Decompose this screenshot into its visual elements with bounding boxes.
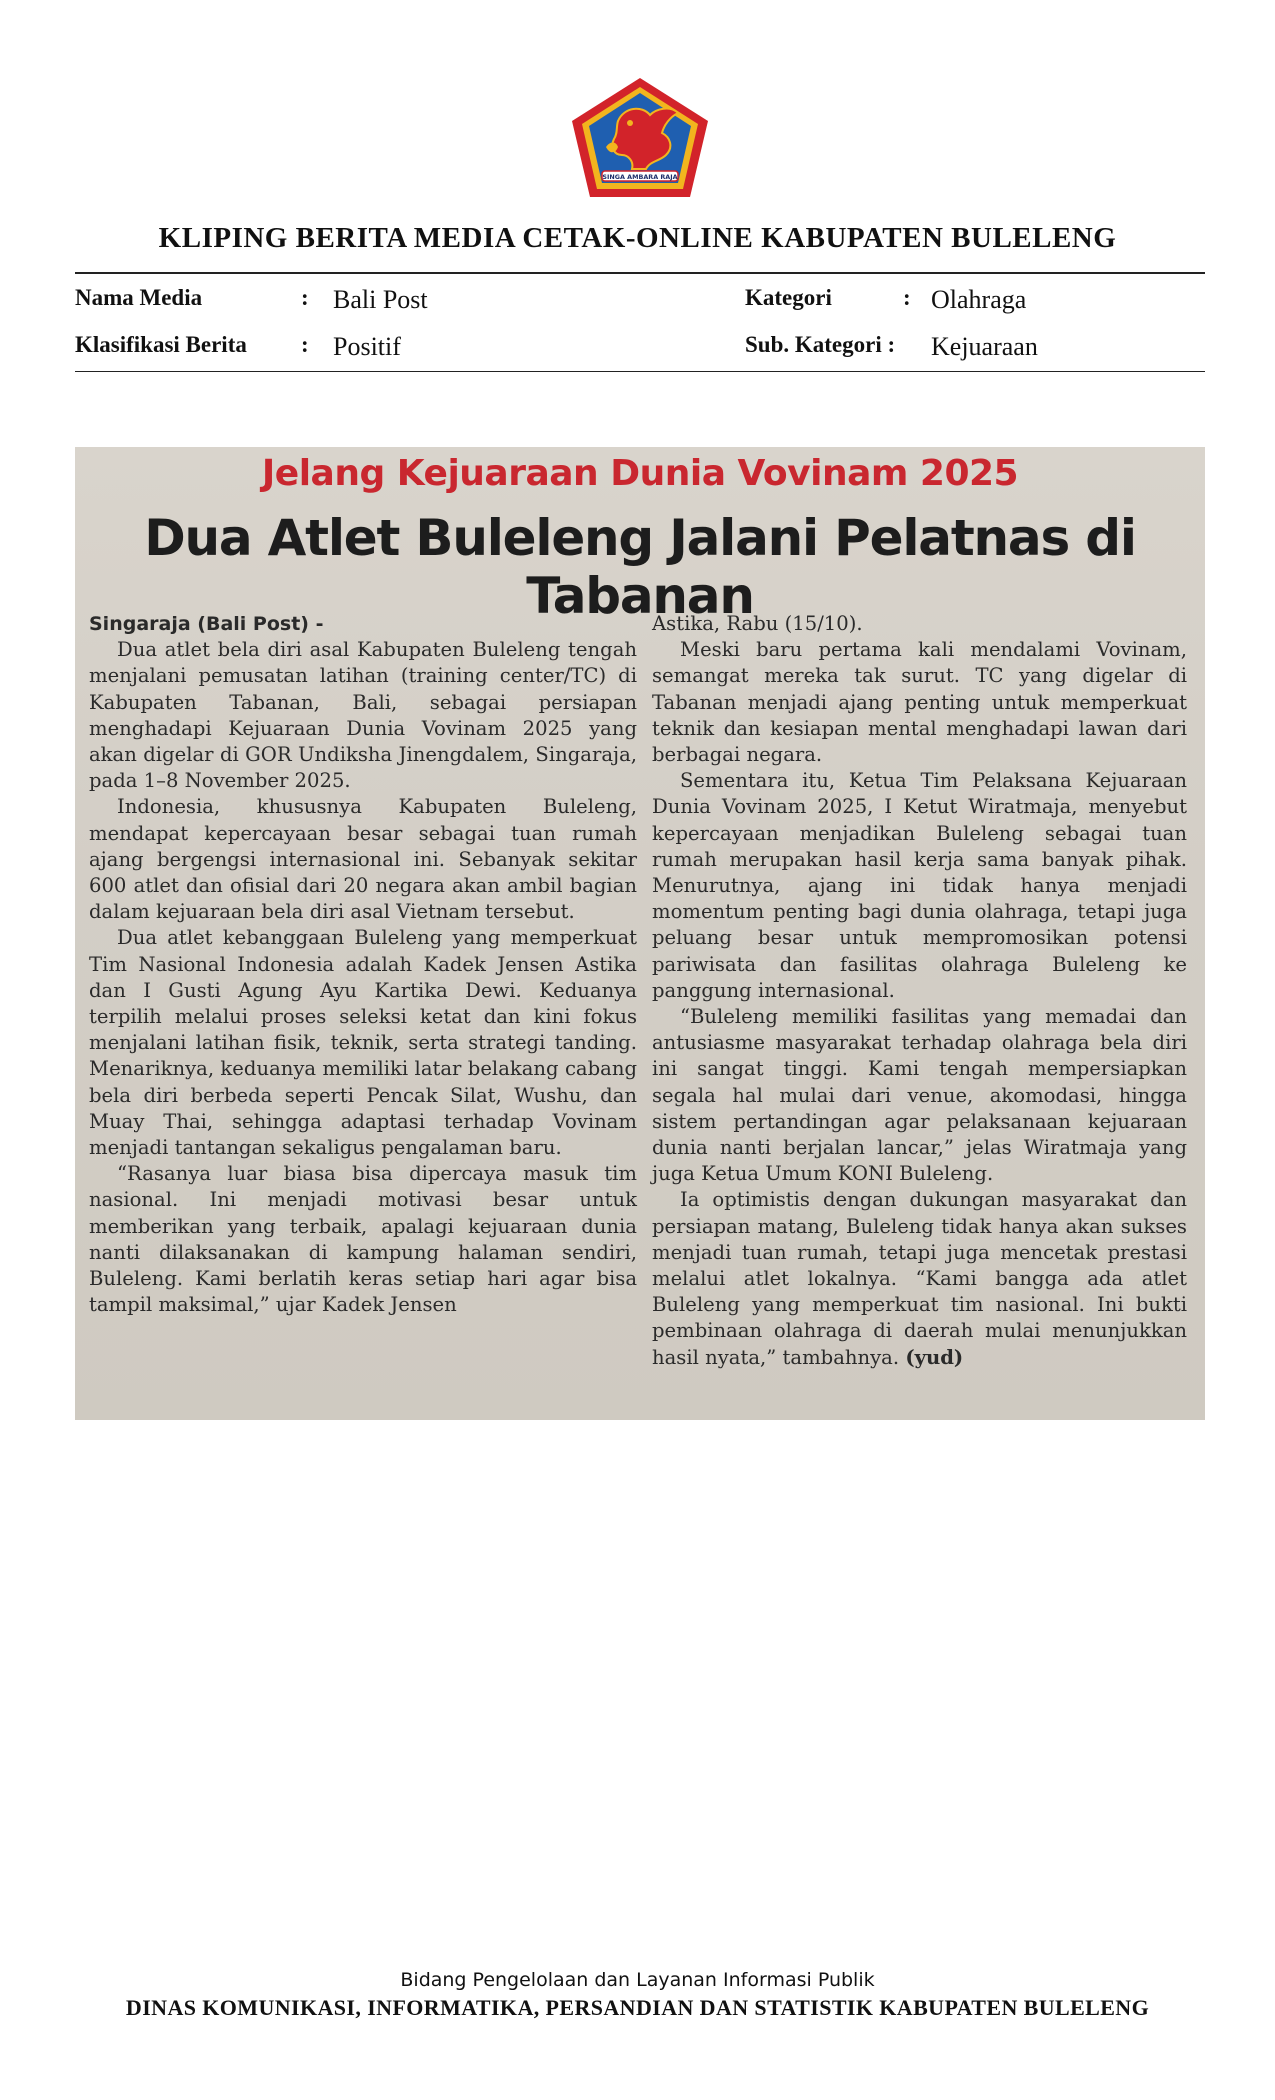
article-paragraph: Dua atlet kebanggaan Buleleng yang memperkuat Tim Nasional Indonesia adalah Kadek Jensen Astika dan I Gusti Agung Ayu Kartika Dewi. Keduanya terpilih melalui proses seleksi ketat dan kini fokus menjalani latihan fisik, teknik, serta strategi tanding. Menariknya, keduanya memiliki latar belakang cabang bela diri berbeda seperti Pencak Silat, Wushu, dan Muay Thai, sehingga adaptasi terhadap Vovinam menjadi tantangan sekaligus pengalaman baru. (89, 926, 637, 1160)
media-colon: : (301, 285, 309, 310)
article-paragraph: Sementara itu, Ketua Tim Pelaksana Kejuaraan Dunia Vovinam 2025, I Ketut Wiratmaja, menyebut kepercayaan menjadikan Buleleng sebagai tuan rumah merupakan hasil kerja sama banyak pihak. Menurutnya, ajang ini tidak hanya menjadi momentum penting bagi dunia olahraga, tetapi juga peluang besar untuk mempromosikan potensi pariwisata dan fasilitas olahraga Buleleng ke panggung internasional. (652, 769, 1187, 1002)
kategori-value: Olahraga (931, 285, 1027, 314)
klasifikasi-label: Klasifikasi Berita (75, 332, 247, 357)
meta-kategori-row (745, 283, 1205, 315)
article-paragraph: Ia optimistis dengan dukungan masyarakat dan persiapan matang, Buleleng tidak hanya akan sukses menjadi tuan rumah, tetapi juga mencetak prestasi melalui atlet lokalnya. “Kami bangga ada atlet Buleleng yang memperkuat tim nasional. Ini bukti pembinaan olahraga di daerah mulai menunjukkan hasil nyata,” tambahnya. (652, 1188, 1187, 1369)
kategori-colon: : (903, 285, 911, 310)
logo-motto: SINGA AMBARA RAJA (602, 173, 678, 181)
article-column-left (89, 611, 637, 1318)
article-paragraph: “Buleleng memiliki fasilitas yang memadai dan antusiasme masyarakat terhadap olahraga bela diri ini sangat tinggi. Kami tengah mempersiapkan segala hal mulai dari venue, akomodasi, hingga sistem pertandingan agar pelaksanaan kejuaraan dunia nanti berjalan lancar,” jelas Wiratmaja yang juga Ketua Umum KONI Buleleng. (652, 1005, 1187, 1186)
kategori-label: Kategori (745, 285, 832, 310)
regency-logo (566, 75, 714, 201)
klasifikasi-colon: : (301, 332, 309, 357)
article-paragraph: Meski baru pertama kali mendalami Vovinam, semangat mereka tak surut. TC yang digelar di Tabanan menjadi ajang penting untuk memperkuat teknik dan kesiapan mental menghadapi lawan dari berbagai negara. (652, 638, 1187, 767)
article-signature: (yud) (905, 1345, 964, 1369)
article-paragraph: Dua atlet bela diri asal Kabupaten Buleleng tengah menjalani pemusatan latihan (training center/TC) di Kabupaten Tabanan, Bali, sebagai persiapan menghadapi Kejuaraan Dunia Vovinam 2025 yang akan digelar di GOR Undiksha Jinengdalem, Singaraja, pada 1–8 November 2025. (89, 638, 637, 793)
article-paragraph-continued: Astika, Rabu (15/10). (652, 612, 863, 635)
article-headline: Dua Atlet Buleleng Jalani Pelatnas di Tabanan (144, 509, 1136, 625)
article-dateline: Singaraja (Bali Post) - (89, 613, 324, 635)
news-clipping (75, 447, 1205, 1420)
article-paragraph: Indonesia, khususnya Kabupaten Buleleng, mendapat kepercayaan besar sebagai tuan rumah ajang bergengsi internasional ini. Sebanyak sekitar 600 atlet dan ofisial dari 20 negara akan ambil bagian dalam kejuaraan bela diri asal Vietnam tersebut. (89, 795, 637, 924)
article-paragraph: “Rasanya luar biasa bisa dipercaya masuk tim nasional. Ini menjadi motivasi besar untuk memberikan yang terbaik, apalagi kejuaraan dunia nanti dilaksanakan di kampung halaman sendiri, Buleleng. Kami berlatih keras setiap hari agar bisa tampil maksimal,” ujar Kadek Jensen (89, 1162, 637, 1317)
media-value: Bali Post (333, 285, 428, 314)
singa-ambara-raja-emblem-icon (566, 75, 714, 201)
header-rule-top (75, 272, 1205, 274)
klasifikasi-value: Positif (333, 332, 401, 361)
meta-subkategori-row (745, 330, 1205, 362)
header-rule-bottom (75, 371, 1205, 372)
article-column-right (652, 611, 1187, 1371)
subkategori-label: Sub. Kategori : (745, 332, 896, 357)
article-kicker: Jelang Kejuaraan Dunia Vovinam 2025 (261, 453, 1019, 494)
subkategori-value: Kejuaraan (931, 332, 1038, 361)
media-label: Nama Media (75, 285, 203, 310)
document-title: KLIPING BERITA MEDIA CETAK-ONLINE KABUPATEN BULELENG (158, 222, 1117, 254)
footer-agency: DINAS KOMUNIKASI, INFORMATIKA, PERSANDIAN DAN STATISTIK KABUPATEN BULELENG (125, 1995, 1150, 2020)
meta-klasifikasi-row (75, 330, 635, 362)
footer-division: Bidang Pengelolaan dan Layanan Informasi Publik (400, 1969, 875, 1991)
meta-media-row (75, 283, 635, 315)
